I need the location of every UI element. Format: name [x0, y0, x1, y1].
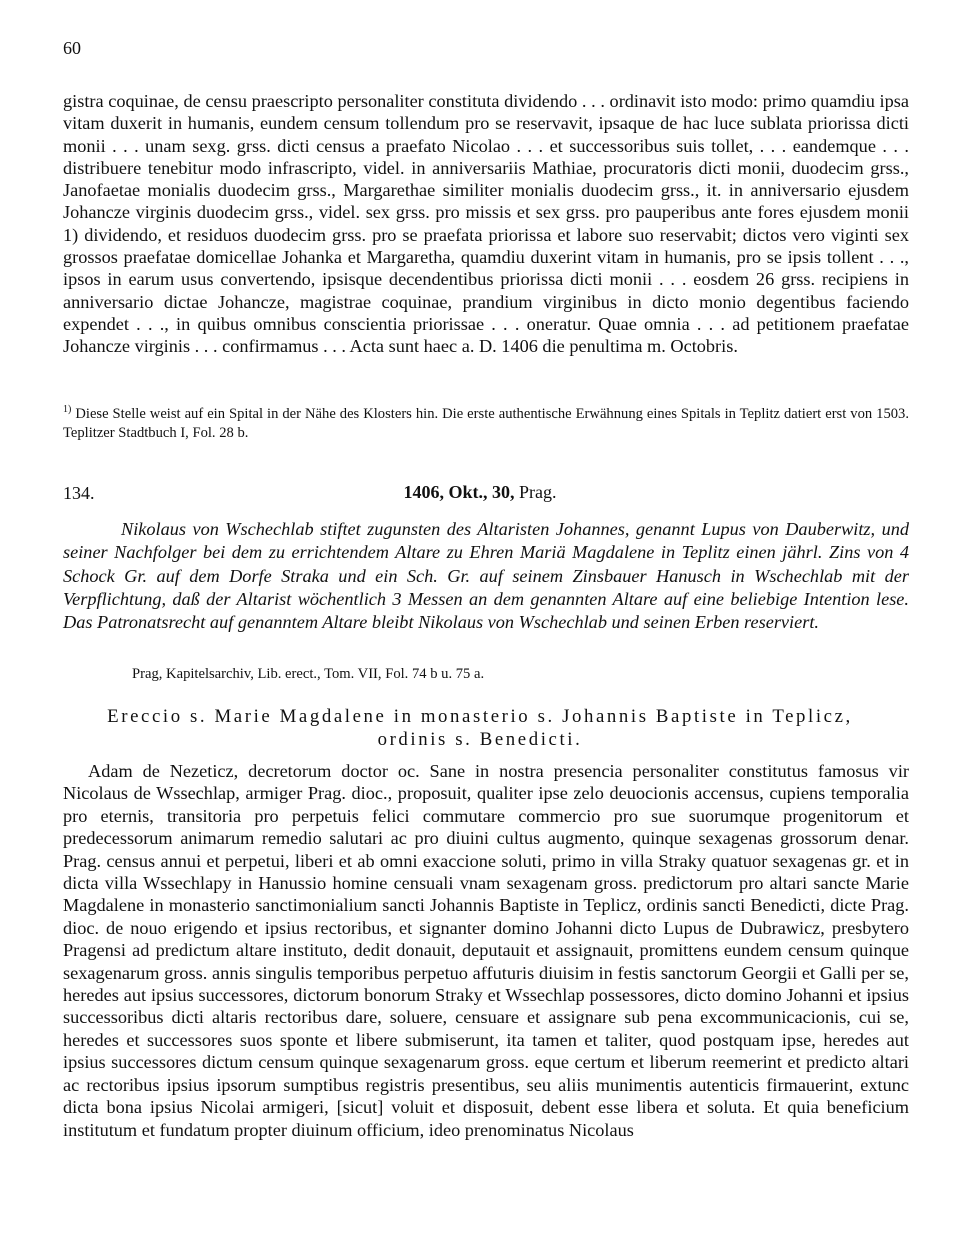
document-date: 1406, Okt., 30,	[403, 482, 515, 502]
charter-heading-line-2: ordinis s. Benedicti.	[377, 729, 583, 750]
footnote-text: Diese Stelle weist auf ein Spital in der Nähe des Klosters hin. Die erste authentische Erwähnung eines Spitals in Teplitz datiert erst von 1503. Teplitzer Stadtbuch I, Fol. 28 b.	[63, 406, 909, 441]
charter-heading	[0, 705, 960, 751]
archive-source: Prag, Kapitelsarchiv, Lib. erect., Tom. VII, Fol. 74 b u. 75 a.	[132, 666, 485, 682]
paragraph-continuation: gistra coquinae, de censu praescripto personaliter constituta dividendo . . . ordinavit isto modo: primo quamdiu ipsa vitam duxerit in humanis, eundem censum tollendum pro se reservavit, ipsaque de hac luce sublata priorissa dicti monii . . . unam sexg. grss. dicti census a praefato Nicolao . . . et successoribus suis tollet, . . . eandemque . . . distribuere tenebitur modo infrascripto, videl. in anniversariis Mathiae, procuratoris dicti monii, duodecim grss., Janofaetae monialis duodecim grss., Margarethae similiter monialis duodecim grss., it. in anniversario ejusdem Johancze virginis duodecim grss., videl. sex grss. pro missis et sex grss. pro pauperibus ante fores ejusdem monii 1) dividendo, et residuos duodecim grss. pro se praefata priorissa et labore suo reservabit; dictos vero viginti sex grossos praefatae domicellae Johanka et Margaretha, quamdiu duxerint vitam in humanis, pro se ipsis tollent . . ., ipsos in earum usus convertendo, ipsisque decendentibus priorissa dicti monii . . . eosdem 26 grss. recipiens in anniversario dictae Johancze, magistrae coquinae, prandium virginibus in dicto monio degentibus faciendo expendet . . ., in quibus omnibus conscientia priorissae . . . oneratur. Quae omnia . . . ad petitionem praefatae Johancze virginis . . . confirmamus . . . Acta sunt haec a. D. 1406 die penultima m. Octobris.	[63, 91, 909, 357]
page-number: 60	[63, 38, 81, 58]
document-place: Prag.	[519, 482, 557, 502]
document-number: 134.	[63, 483, 95, 503]
footnote-marker: 1)	[63, 404, 72, 416]
charter-text: Adam de Nezeticz, decretorum doctor oc. Sane in nostra presencia personaliter constitutus famosus vir Nicolaus de Wssechlap, armiger Prag. dioc., proposuit, qualiter ipse zelo deuocionis accensus, cupiens temporalia pro eternis, transitoria pro perpetuis felici commutare commercio pro sue suorumque progenitorum et predecessorum animarum remedio salutari ac pro diuini cultus augmento, quinque sexagenas grossorum denar. Prag. census annui et perpetui, liberi et ab omni exaccione soluti, primo in villa Straky quatuor sexagenas gr. et in dicta villa Wssechlapy in Hanussio homine censuali vnam sexagenam gross. predictorum pro altari sancte Marie Magdalene in monasterio sanctimonialium sancti Johannis Baptiste in Teplicz, ordinis sancti Benedicti, dicte Prag. dioc. de nouo erigendo et ipsius rectoribus, et signanter domino Johanni dicto Lupus de Dubrawicz, presbytero Pragensi ad predictum altare instituto, dedit donauit, deputauit et assignauit, promittens eundem censum quinque sexagenarum gross. annis singulis temporibus perpetuo affuturis diuisim in festis sanctorum Georgii et Galli per se, heredes aut ipsius successores, dictorum bonorum Straky et Wssechlap possessores, dicto domino Johanni et ipsius successoribus dicti altaris rectoribus dare, soluere, censuare et assignare sub pena excommunicacionis, cui se, heredes et successores suos sponte et libere submiserunt, ita tamen et taliter, quod postquam ipse, heredes aut ipsius successores dictum censum quinque sexagenarum gross. eque certum et liberum reemerint et predicto altari ac rectoribus ipsius ipsorum sumptibus registris presentibus, seu aliis munimentis autenticis firmauerint, extunc dicta bona ipsius Nicolai armigeri, [sicut] voluit et disposuit, debent esse libera et soluta. Et quia beneficium institutum et fundatum propter diuinum officium, ideo prenominatus Nicolaus	[63, 761, 909, 1140]
footnote	[63, 405, 909, 443]
regest-summary: Nikolaus von Wschechlab stiftet zugunsten des Altaristen Johannes, genannt Lupus von Dauberwitz, und seiner Nachfolger bei dem zu errichtendem Altare zu Ehren Mariä Magdalene in Teplitz einen jährl. Zins von 4 Schock Gr. auf dem Dorfe Straka und ein Sch. Gr. auf seinem Zinsbauer Hanusch in Wschechlab mit der Verpflichtung, daß der Altarist wöchentlich 3 Messen an dem genannten Altare auf eine beliebige Intention lese. Das Patronatsrecht auf genanntem Altare bleibt Nikolaus von Wschechlab und seinen Erben reserviert.	[63, 519, 909, 633]
document-date-line	[0, 482, 960, 503]
charter-heading-line-1: Ereccio s. Marie Magdalene in monasterio s. Johannis Baptiste in Teplicz,	[107, 706, 853, 727]
